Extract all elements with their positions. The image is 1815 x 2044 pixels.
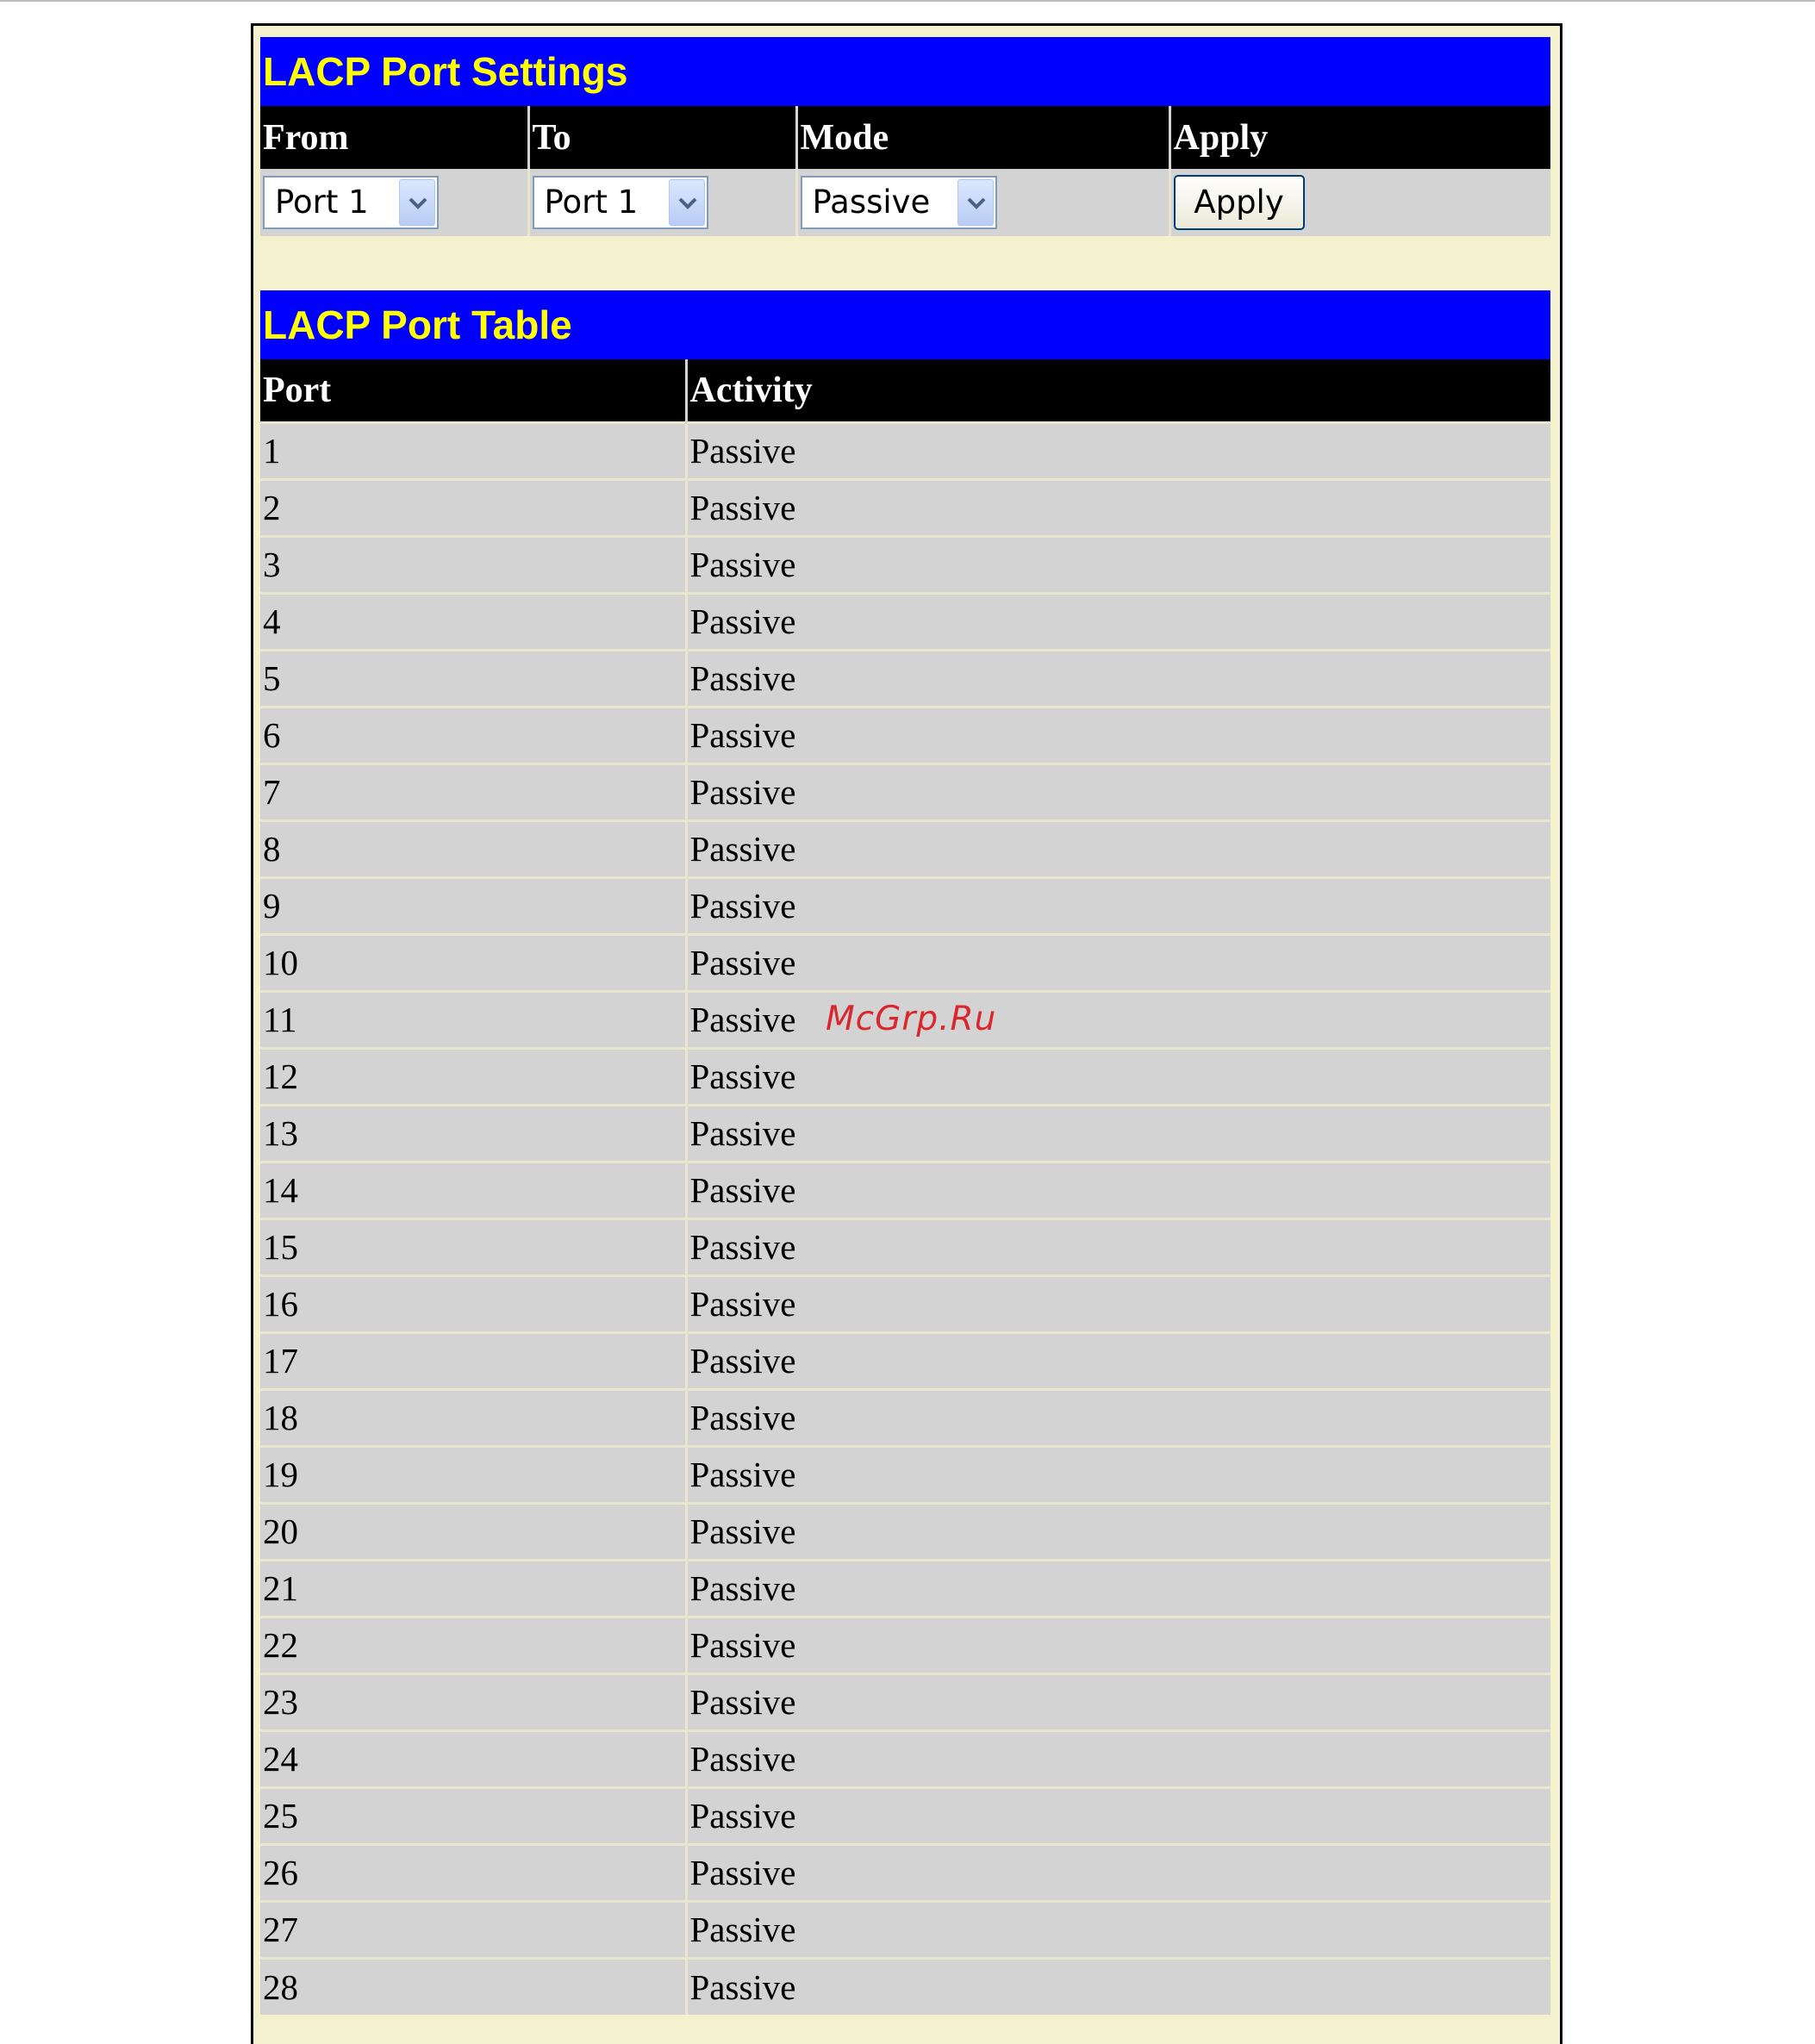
port-number-cell: 14	[260, 1162, 686, 1218]
mode-header: Mode	[796, 106, 1169, 169]
activity-cell: Passive	[686, 1787, 1550, 1844]
table-row	[260, 1503, 1550, 1560]
port-number-cell: 17	[260, 1332, 686, 1389]
table-row	[260, 479, 1550, 536]
table-row	[260, 1048, 1550, 1105]
to-header: To	[528, 106, 796, 169]
activity-cell: Passive	[686, 1048, 1550, 1105]
from-dropdown-arrow[interactable]	[399, 179, 435, 226]
table-row	[260, 763, 1550, 820]
mode-dropdown-arrow[interactable]	[957, 179, 994, 226]
from-header: From	[260, 106, 528, 169]
activity-cell: Passive	[686, 763, 1550, 820]
mode-select[interactable]	[801, 176, 997, 229]
port-number-cell: 24	[260, 1730, 686, 1787]
to-dropdown-arrow[interactable]	[669, 179, 705, 226]
port-table-title: LACP Port Table	[260, 290, 1550, 359]
table-row	[260, 1275, 1550, 1332]
apply-header: Apply	[1169, 106, 1550, 169]
table-row	[260, 1730, 1550, 1787]
to-cell	[528, 169, 796, 236]
mode-cell	[796, 169, 1169, 236]
settings-table	[260, 106, 1550, 236]
port-number-cell: 11	[260, 991, 686, 1048]
activity-cell: Passive	[686, 1958, 1550, 2015]
port-number-cell: 12	[260, 1048, 686, 1105]
port-number-cell: 4	[260, 593, 686, 650]
port-number-cell: 25	[260, 1787, 686, 1844]
apply-button[interactable]: Apply	[1174, 175, 1305, 230]
port-number-cell: 22	[260, 1617, 686, 1673]
table-row	[260, 1787, 1550, 1844]
activity-cell: Passive	[686, 479, 1550, 536]
activity-cell: Passive	[686, 1503, 1550, 1560]
table-row	[260, 650, 1550, 707]
chevron-down-icon	[966, 195, 987, 212]
table-row	[260, 1901, 1550, 1958]
table-row	[260, 707, 1550, 763]
activity-cell: Passive	[686, 877, 1550, 934]
activity-cell: Passive	[686, 1617, 1550, 1673]
port-number-cell: 19	[260, 1446, 686, 1503]
chevron-down-icon	[677, 195, 698, 212]
port-number-cell: 21	[260, 1560, 686, 1617]
table-row	[260, 422, 1550, 479]
activity-cell: Passive	[686, 1673, 1550, 1730]
port-number-cell: 23	[260, 1673, 686, 1730]
port-number-cell: 26	[260, 1844, 686, 1901]
port-number-cell: 2	[260, 479, 686, 536]
port-number-cell: 15	[260, 1218, 686, 1275]
table-row	[260, 877, 1550, 934]
to-port-value: Port 1	[544, 184, 639, 221]
apply-cell	[1169, 169, 1550, 236]
lacp-port-table	[260, 359, 1550, 2015]
table-row	[260, 1844, 1550, 1901]
activity-cell: Passive	[686, 1218, 1550, 1275]
to-port-select[interactable]	[533, 176, 708, 229]
table-row	[260, 1446, 1550, 1503]
port-number-cell: 6	[260, 707, 686, 763]
table-row	[260, 1332, 1550, 1389]
port-table-body	[260, 422, 1550, 2015]
port-number-cell: 5	[260, 650, 686, 707]
activity-cell: Passive	[686, 1105, 1550, 1162]
top-rule	[0, 0, 1815, 2]
table-row	[260, 536, 1550, 593]
activity-cell: Passive	[686, 1560, 1550, 1617]
table-row	[260, 1560, 1550, 1617]
table-row	[260, 593, 1550, 650]
port-number-cell: 1	[260, 422, 686, 479]
activity-cell: Passive	[686, 422, 1550, 479]
activity-cell: Passive	[686, 934, 1550, 991]
activity-cell: Passive	[686, 1844, 1550, 1901]
port-number-cell: 18	[260, 1389, 686, 1446]
table-row	[260, 1673, 1550, 1730]
table-row	[260, 1218, 1550, 1275]
activity-cell: Passive	[686, 1901, 1550, 1958]
port-number-cell: 10	[260, 934, 686, 991]
table-row	[260, 934, 1550, 991]
port-number-cell: 8	[260, 820, 686, 877]
section-spacer	[260, 236, 1550, 290]
activity-cell: Passive	[686, 1389, 1550, 1446]
port-number-cell: 28	[260, 1958, 686, 2015]
table-row	[260, 1162, 1550, 1218]
activity-cell: Passive	[686, 1730, 1550, 1787]
activity-cell: Passive	[686, 1446, 1550, 1503]
activity-header: Activity	[686, 359, 1550, 422]
port-number-cell: 7	[260, 763, 686, 820]
from-port-select[interactable]	[263, 176, 439, 229]
chevron-down-icon	[408, 195, 428, 212]
port-number-cell: 9	[260, 877, 686, 934]
table-row	[260, 1617, 1550, 1673]
port-number-cell: 20	[260, 1503, 686, 1560]
watermark-text: McGrp.Ru	[826, 1000, 997, 1038]
port-header: Port	[260, 359, 686, 422]
activity-cell: Passive	[686, 650, 1550, 707]
mode-value: Passive	[812, 184, 931, 221]
from-port-value: Port 1	[275, 184, 369, 221]
activity-cell: Passive	[686, 593, 1550, 650]
activity-cell: Passive	[686, 991, 1550, 1048]
port-table-header-row	[260, 359, 1550, 422]
activity-cell: Passive	[686, 1275, 1550, 1332]
table-row	[260, 820, 1550, 877]
activity-cell: Passive	[686, 536, 1550, 593]
activity-cell: Passive	[686, 707, 1550, 763]
port-number-cell: 3	[260, 536, 686, 593]
activity-cell: Passive	[686, 1162, 1550, 1218]
table-row	[260, 1958, 1550, 2015]
settings-title: LACP Port Settings	[260, 37, 1550, 106]
settings-header-row	[260, 106, 1550, 169]
activity-cell: Passive	[686, 1332, 1550, 1389]
settings-control-row	[260, 169, 1550, 236]
from-cell	[260, 169, 528, 236]
table-row	[260, 1389, 1550, 1446]
table-row	[260, 1105, 1550, 1162]
activity-cell: Passive	[686, 820, 1550, 877]
port-number-cell: 13	[260, 1105, 686, 1162]
port-number-cell: 27	[260, 1901, 686, 1958]
port-number-cell: 16	[260, 1275, 686, 1332]
